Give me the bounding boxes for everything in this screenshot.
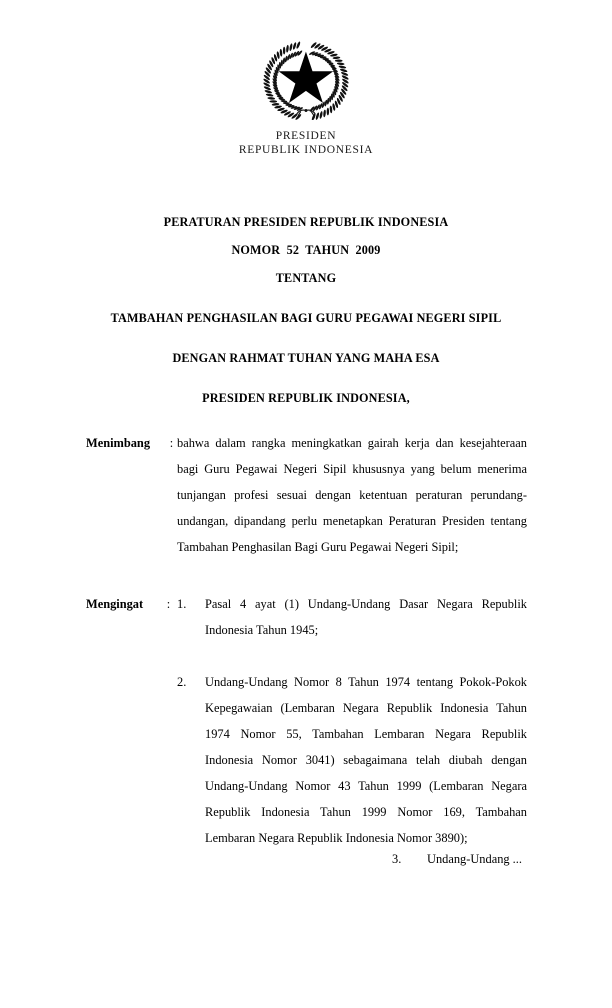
title-issuer: PRESIDEN REPUBLIK INDONESIA,	[202, 391, 410, 405]
title-tentang: TENTANG	[275, 271, 337, 285]
title-subject: TAMBAHAN PENGHASILAN BAGI GURU PEGAWAI NEGERI SIPIL	[110, 311, 502, 325]
masthead-line-republik-indonesia: REPUBLIK INDONESIA	[238, 144, 374, 157]
continuation-marker: 3.	[392, 852, 402, 866]
title-invocation: DENGAN RAHMAT TUHAN YANG MAHA ESA	[172, 351, 440, 365]
menimbang-label: Menimbang	[86, 436, 151, 450]
clause-mengingat	[86, 591, 527, 851]
title-number-year: NOMOR 52 TAHUN 2009	[231, 243, 381, 257]
list-item	[177, 591, 527, 643]
continuation-footer	[392, 848, 522, 870]
title-regulation-type: PERATURAN PRESIDEN REPUBLIK INDONESIA	[163, 215, 449, 229]
list-item-text: Pasal 4 ayat (1) Undang-Undang Dasar Negara Republik Indonesia Tahun 1945;	[205, 597, 527, 637]
list-item-text: Undang-Undang Nomor 8 Tahun 1974 tentang Pokok-Pokok Kepegawaian (Lembaran Negara Republik Indonesia Tahun 1974 Nomor 55, Tambahan Lembaran Negara Republik Indonesia Nomor 3041) sebagaimana telah diubah dengan Undang-Undang Nomor 43 Tahun 1999 (Lembaran Negara Republik Indonesia Tahun 1999 Nomor 169, Tambahan Lembaran Negara Republik Indonesia Nomor 3890);	[205, 675, 527, 845]
masthead	[0, 34, 612, 158]
masthead-text	[0, 129, 612, 158]
title-block	[0, 214, 612, 418]
mengingat-label: Mengingat	[86, 597, 144, 611]
clause-menimbang	[86, 430, 527, 560]
mengingat-list	[177, 591, 527, 851]
garuda-star-wreath-emblem	[260, 34, 352, 120]
mengingat-body	[177, 591, 527, 851]
menimbang-body	[177, 430, 527, 560]
continuation-text: Undang-Undang ...	[427, 852, 522, 866]
mengingat-colon: :	[166, 597, 171, 611]
menimbang-colon: :	[169, 436, 174, 450]
list-item	[177, 669, 527, 851]
list-item-marker: 2.	[177, 675, 187, 689]
menimbang-paragraph: bahwa dalam rangka meningkatkan gairah kerja dan kesejahteraan bagi Guru Pegawai Negeri Sipil khususnya yang belum menerima tunjangan profesi sesuai dengan ketentuan peraturan perundang-undangan, dipandang perlu menetapkan Peraturan Presiden tentang Tambahan Penghasilan Bagi Guru Pegawai Negeri Sipil;	[177, 436, 527, 554]
list-item-marker: 1.	[177, 597, 187, 611]
masthead-line-presiden: PRESIDEN	[275, 130, 337, 142]
